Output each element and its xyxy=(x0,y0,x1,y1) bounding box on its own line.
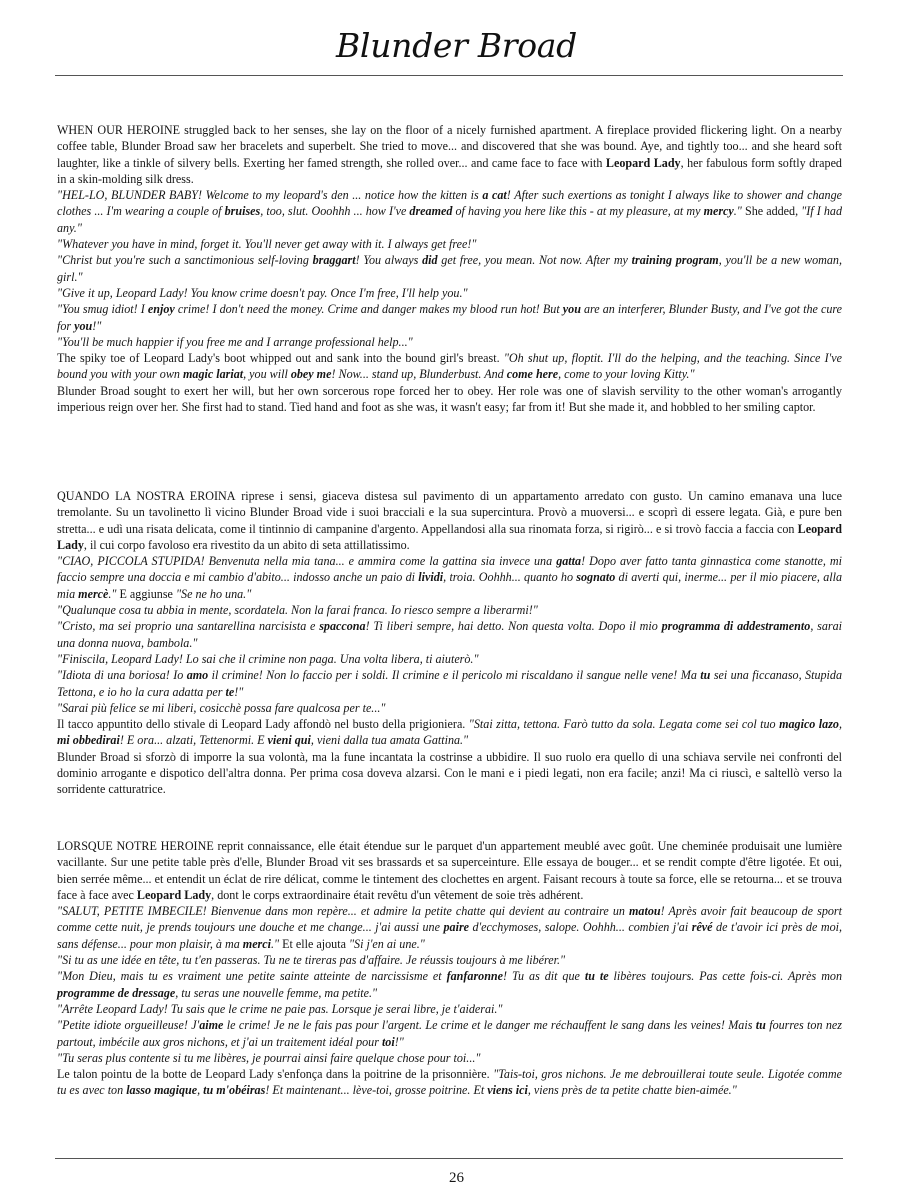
text-run: "Finiscila, Leopard Lady! Lo sai che il crimine non paga. Una volta libera, ti aiuterò." xyxy=(57,651,479,666)
text-run: vieni qui xyxy=(267,733,311,748)
text-run: ! E ora... alzati, Tettenormi. E xyxy=(119,733,268,748)
text-run: Leopard Lady xyxy=(57,521,842,552)
text-run: "Mon Dieu, mais tu es vraiment une petite sainte atteinte de narcissisme et xyxy=(57,969,447,984)
text-run: ! You always xyxy=(355,253,423,268)
text-run: matou xyxy=(629,904,661,919)
text-run: amo xyxy=(186,668,209,683)
text-run: ." xyxy=(108,586,117,601)
dialogue-paragraph xyxy=(57,700,842,716)
text-run: "Give it up, Leopard Lady! You know crime doesn't pay. Once I'm free, I'll help you." xyxy=(57,285,468,300)
top-rule xyxy=(55,75,843,76)
text-run: ! Tu as dit que xyxy=(503,969,585,984)
text-run: braggart xyxy=(312,253,356,268)
text-run: dreamed xyxy=(409,204,453,219)
page-title: Blunder Broad xyxy=(335,26,578,65)
dialogue-paragraph xyxy=(57,553,842,602)
text-run: tu m'obéiras xyxy=(203,1083,266,1098)
text-run: ! Ti liberi sempre, hai detto. Non questa volta. Dopo il mio xyxy=(365,619,662,634)
text-run: de t'avoir ici près de moi, sans défense... pour mon plaisir, à ma xyxy=(57,920,842,951)
text-run: fourres ton nez partout, imbécile aux gros nichons, et j'ai un traitement idéal pour xyxy=(57,1018,842,1049)
text-run: come here xyxy=(506,367,559,382)
text-run: aime xyxy=(199,1018,224,1033)
text-run: Le talon pointu de la botte de Leopard Lady s'enfonça dans la poitrine de la prisonnière. xyxy=(57,1067,494,1082)
text-run: training program xyxy=(631,253,719,268)
french-text-section xyxy=(57,838,842,1099)
text-run: ." xyxy=(733,204,742,219)
italian-text-section xyxy=(57,488,842,798)
text-run: "Christ but you're such a sanctimonious self-loving xyxy=(57,253,313,268)
page-number: 26 xyxy=(449,1170,464,1186)
narration-paragraph xyxy=(57,838,842,903)
text-run: , sarai una donna nuova, bambola." xyxy=(57,619,842,650)
text-run: QUANDO LA NOSTRA EROINA xyxy=(57,489,236,503)
text-run: "HEL-LO, BLUNDER BABY! Welcome to my leopard's den ... notice how the kitten is xyxy=(57,188,483,203)
narration-paragraph xyxy=(57,716,842,749)
dialogue-paragraph xyxy=(57,968,842,1001)
text-run: enjoy xyxy=(147,302,175,317)
text-run: , xyxy=(197,1083,204,1098)
text-run: "Se ne ho una." xyxy=(175,586,252,601)
text-run: are an interferer, Blunder Busty, and I've got the cure for xyxy=(57,302,842,333)
text-run: lasso magique xyxy=(126,1083,198,1098)
text-run: Blunder Broad si sforzò di imporre la sua volontà, ma la fune incantata la costrinse a ubbidire. Il suo ruolo era quello di una schiava servile nei confronti del dominio arrogante e dispotico dell'altra donna. Per prima cosa doveva alzarsi. Con le mani e i piedi legati, non era facile; anzi! Ma ci riuscì, e saltellò verso la sorridente catturatrice. xyxy=(57,749,842,797)
narration-paragraph xyxy=(57,122,842,187)
text-run: ! Dopo aver fatto tanta ginnastica come stanotte, mi faccio sempre una doccia e mi cambio d'abito... indosso anche un paio di xyxy=(57,554,842,585)
text-run: E aggiunse xyxy=(116,586,176,601)
text-run: , dont le corps extraordinaire était revêtu d'un vêtement de soie très adhérent. xyxy=(211,887,584,902)
text-run: struggled back to her senses, she lay on the floor of a nicely furnished apartment. A fireplace provided flickering light. On a nearby coffee table, Blunder Broad saw her bracelets and superbelt. She tried to move... and discovered that she was bound. Aye, and tightly too... and she heard soft laughter, like a tinkle of silvery bells. Exerting her famed strength, she rolled over... and came face to face with xyxy=(57,123,842,170)
dialogue-paragraph xyxy=(57,334,842,350)
text-run: , you will xyxy=(243,367,291,382)
text-run: di averti qui, inerme... per il mio piacere, alla mia xyxy=(57,570,843,601)
text-run: tu xyxy=(755,1018,766,1033)
text-run: , tu seras une nouvelle femme, ma petite." xyxy=(175,985,378,1000)
text-run: Et elle ajouta xyxy=(279,936,349,951)
dialogue-paragraph xyxy=(57,236,842,252)
text-run: Blunder Broad sought to exert her will, but her own sorcerous rope forced her to obey. Her role was one of slavish servility to the other woman's arrogantly imperious reign over her. She first had to stand. Tied hand and foot as she was, it wasn't easy; far from it! But she made it, and hobbled to her smiling captor. xyxy=(57,383,842,415)
text-run: mercy xyxy=(703,204,734,219)
text-run: d'ecchymoses, salope. Oohhh... combien j'ai xyxy=(469,920,692,935)
text-run: sei una ficcanaso, Stupida Tettona, e io ho la cura adatta per xyxy=(57,668,842,699)
text-run: "Si tu as une idée en tête, tu t'en passeras. Tu ne te tireras pas d'affaire. Je réussis toujours à me libérer." xyxy=(57,953,566,968)
text-run: ." xyxy=(271,936,280,951)
text-run: magic lariat xyxy=(182,367,244,382)
dialogue-paragraph xyxy=(57,667,842,700)
text-run: te xyxy=(225,684,235,699)
text-run: "Si j'en ai une." xyxy=(348,936,425,951)
text-run: , too, slut. Ooohhh ... how I've xyxy=(260,204,410,219)
text-run: "CIAO, PICCOLA STUPIDA! Benvenuta nella mia tana... e ammira come la gattina sia invece una xyxy=(57,554,557,569)
text-run: "Sarai più felice se mi liberi, cosicchè possa fare qualcosa per te..." xyxy=(57,700,386,715)
text-run: , xyxy=(838,717,843,732)
text-run: !" xyxy=(394,1034,404,1049)
text-run: , vieni dalla tua amata Gattina." xyxy=(310,733,469,748)
text-run: le crime! Je ne le fais pas pour l'argent. Le crime et le danger me réchauffent le sang dans les veines! Mais xyxy=(223,1018,756,1033)
text-run: "Whatever you have in mind, forget it. You'll never get away with it. I always get free!" xyxy=(57,237,477,252)
text-run: did xyxy=(422,253,438,268)
dialogue-paragraph xyxy=(57,602,842,618)
text-run: gatta xyxy=(556,554,582,569)
text-run: a cat xyxy=(482,188,507,203)
text-run: ! Et maintenant... lève-toi, grosse poitrine. Et xyxy=(265,1083,488,1098)
text-run: She added, xyxy=(741,204,802,219)
text-run: bruises xyxy=(224,204,261,219)
narration-paragraph xyxy=(57,383,842,416)
text-run: toi xyxy=(381,1034,395,1049)
dialogue-paragraph xyxy=(57,903,842,952)
text-run: , il cui corpo favoloso era rivestito da un abito di seta attillatissimo. xyxy=(83,537,410,552)
text-run: get free, you mean. Not now. After my xyxy=(437,253,632,268)
text-run: "Idiota di una boriosa! Io xyxy=(57,668,187,683)
text-run: you xyxy=(562,302,581,317)
text-run: lividi xyxy=(418,570,444,585)
text-run: obey me xyxy=(290,367,332,382)
narration-paragraph xyxy=(57,1066,842,1099)
text-run: viens ici xyxy=(487,1083,528,1098)
text-run: fanfaronne xyxy=(446,969,504,984)
text-run: "Arrête Leopard Lady! Tu sais que le crime ne paie pas. Lorsque je serai libre, je t'aiderai." xyxy=(57,1001,503,1016)
text-run: Leopard Lady xyxy=(605,155,681,170)
text-run: "Tu seras plus contente si tu me libères, je pourrai ainsi faire quelque chose pour toi..." xyxy=(57,1050,481,1065)
dialogue-paragraph xyxy=(57,301,842,334)
text-run: tu xyxy=(700,668,711,683)
text-run: "Cristo, ma sei proprio una santarellina narcisista e xyxy=(57,619,320,634)
text-run: LORSQUE NOTRE HEROINE xyxy=(57,839,214,853)
text-run: ! After such exertions as tonight I always like to shower and change clothes ... I'm wearing a couple of xyxy=(57,188,843,219)
dialogue-paragraph xyxy=(57,952,842,968)
text-run: tu te xyxy=(584,969,609,984)
text-run: "Oh shut up, floptit. I'll do the helping, and the teaching. Since I've bound you with your own xyxy=(57,351,842,382)
text-run: , troia. Oohhh... quanto ho xyxy=(443,570,577,585)
text-run: Leopard Lady xyxy=(136,887,212,902)
text-run: mercè xyxy=(78,586,109,601)
text-run: spaccona xyxy=(319,619,366,634)
text-run: WHEN OUR HEROINE xyxy=(57,123,181,137)
dialogue-paragraph xyxy=(57,1001,842,1017)
text-run: , viens près de ta petite chatte bien-aimée." xyxy=(527,1083,737,1098)
text-run: rêvé xyxy=(691,920,713,935)
dialogue-paragraph xyxy=(57,651,842,667)
text-run: you xyxy=(74,318,93,333)
text-run: riprese i sensi, giaceva distesa sul pavimento di un appartamento arredato con gusto. Un camino emanava una luce tremolante. Su un tavolinetto lì vicino Blunder Broad vide i suoi bracciali e la sua supercintura. Provò a muoversi... e scoprì di essere legata. Già, e pure ben stretta... e udì una risata delicata, come il tintinnio di campanine d'argento. Appellandosi alla sua rinomata forza, si rigirò... e si trovò faccia a faccia con xyxy=(57,489,842,536)
text-run: , you'll be a new woman, girl." xyxy=(57,253,842,284)
narration-paragraph xyxy=(57,749,842,798)
text-run: mi obbedirai xyxy=(57,733,120,748)
dialogue-paragraph xyxy=(57,187,842,236)
text-run: , her fabulous form softly draped in a skin-molding silk dress. xyxy=(57,155,842,186)
text-run: Il tacco appuntito dello stivale di Leopard Lady affondò nel busto della prigioniera. xyxy=(57,717,469,732)
text-run: libères toujours. Pas cette fois-ci. Après mon xyxy=(608,969,843,984)
english-text-section xyxy=(57,122,842,415)
dialogue-paragraph xyxy=(57,1050,842,1066)
text-run: "You smug idiot! I xyxy=(57,302,148,317)
text-run: "Qualunque cosa tu abbia in mente, scordatela. Non la farai franca. Io riesco sempre a liberarmi!" xyxy=(57,603,538,618)
text-run: crime! I don't need the money. Crime and danger makes my blood run hot! But xyxy=(174,302,563,317)
text-run: sognato xyxy=(576,570,616,585)
dialogue-paragraph xyxy=(57,618,842,651)
text-run: "Stai zitta, tettona. Farò tutto da sola. Legata come sei col tuo xyxy=(468,717,780,732)
text-run: !" xyxy=(234,684,244,699)
text-run: ! Now... stand up, Blunderbust. And xyxy=(331,367,507,382)
text-run: "SALUT, PETITE IMBECILE! Bienvenue dans mon repère... et admire la petite chatte qui devient au contraire un xyxy=(57,904,629,919)
text-run: The spiky toe of Leopard Lady's boot whipped out and sank into the bound girl's breast. xyxy=(57,351,504,366)
text-run: !" xyxy=(92,318,102,333)
text-run: of having you here like this - at my pleasure, at my xyxy=(452,204,704,219)
text-run: merci xyxy=(242,936,271,951)
dialogue-paragraph xyxy=(57,285,842,301)
text-run: il crimine! Non lo faccio per i soldi. Il crimine e il pericolo mi riscaldano il sangue nelle vene! Ma xyxy=(208,668,701,683)
text-run: programme de dressage xyxy=(57,985,176,1000)
bottom-rule xyxy=(55,1158,843,1159)
text-run: programma di addestramento xyxy=(661,619,811,634)
text-run: ! Après avoir fait beaucoup de sport comme cette nuit, je prends toujours une douche et me change... j'ai aussi une xyxy=(57,904,842,935)
text-run: "Petite idiote orgueilleuse! J' xyxy=(57,1018,200,1033)
dialogue-paragraph xyxy=(57,252,842,285)
text-run: paire xyxy=(443,920,470,935)
text-run: "Tais-toi, gros nichons. Je me debrouillerai toute seule. Ligotée comme tu es avec ton xyxy=(57,1067,842,1098)
text-run: "If I had any." xyxy=(57,204,843,235)
dialogue-paragraph xyxy=(57,1017,842,1050)
text-run: "You'll be much happier if you free me and I arrange professional help..." xyxy=(57,334,413,349)
narration-paragraph xyxy=(57,350,842,383)
narration-paragraph xyxy=(57,488,842,553)
text-run: magico lazo xyxy=(779,717,839,732)
text-run: reprit connaissance, elle était étendue sur le parquet d'un appartement meublé avec goût. Une cheminée produisait une lumière vacillante. Sur une petite table près d'elle, Blunder Broad vit ses brassards et sa superceinture. Elle essaya de bouger... et se rendit compte d'être ligotée. Et oui, bien serrée même... et entendit un éclat de rire délicat, comme le tintement des clochettes en argent. Faisant recours à toute sa force, elle se retourna... et se trouva face à face avec xyxy=(57,839,843,902)
text-run: , come to your loving Kitty." xyxy=(558,367,695,382)
